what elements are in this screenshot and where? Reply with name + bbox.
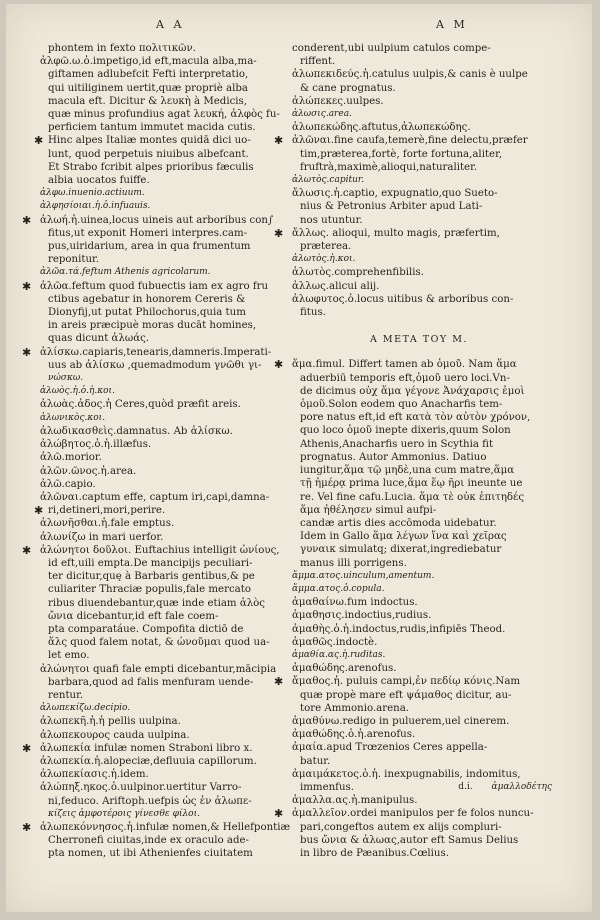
text-line <box>288 662 550 675</box>
line-text: quas dicunt ἀλωάς. <box>48 333 150 345</box>
text-line <box>36 293 281 306</box>
right-column-top <box>274 42 550 319</box>
line-text: nius & Petronius Arbiter apud Lati- <box>300 201 483 213</box>
line-text: albia uocatos fuiffe. <box>48 175 150 187</box>
text-line <box>274 226 550 240</box>
text-line <box>36 610 281 623</box>
text-line <box>274 675 550 689</box>
line-text: macula eft. Dicitur & λευκὴ à Medicis, <box>48 95 248 107</box>
line-text: ἅμα ἠθέλησεν simul aufpi- <box>300 504 437 516</box>
right-column <box>274 42 550 860</box>
text-line <box>36 55 281 68</box>
line-text: νώσκω. <box>48 373 84 384</box>
line-text: ἄμαθος.ἡ. puluis campi,ἐν πεδίῳ κόνις.Nam <box>292 676 521 688</box>
text-line <box>288 834 550 847</box>
text-line <box>36 557 281 570</box>
line-text: ἀλωπεκιδεύς.ἡ.catulus uulpis,& canis è uulpe <box>292 69 528 81</box>
text-line <box>36 478 281 491</box>
asterisk-marker-icon: ✱ <box>274 675 284 689</box>
text-line <box>288 68 550 81</box>
line-text: pore natus eft,id eft κατὰ τὸν αὐτὸν χρόνον, <box>300 412 531 424</box>
section-title: A META TOY M. <box>370 334 468 346</box>
line-text: & cane prognatus. <box>300 82 396 94</box>
asterisk-marker-icon: ✱ <box>22 345 32 359</box>
line-text: quæ minus profundius agat λευκή, ἀλφὸς fu- <box>48 109 280 121</box>
text-line <box>288 266 550 279</box>
text-line <box>36 306 281 319</box>
line-text: ctibus agebatur in honorem Cereris & <box>48 293 246 305</box>
text-line <box>22 345 281 359</box>
line-text: ἀλῶα.τά.feftum Athenis agricolarum. <box>40 267 211 278</box>
text-line <box>36 597 281 610</box>
line-text: riffent. <box>300 56 336 68</box>
line-text: ri,detineri,mori,perire. <box>48 505 166 517</box>
asterisk-marker-icon: ✱ <box>22 543 32 557</box>
asterisk-marker-icon: ✱ <box>274 226 284 240</box>
line-text: lunt, quod perpetuis niuibus albefcant. <box>48 148 249 160</box>
text-line <box>288 543 550 556</box>
line-text: ἀλῶ.morior. <box>40 452 102 464</box>
text-line <box>288 649 550 662</box>
text-line <box>36 332 281 345</box>
line-text: fitus,ut exponit Homeri interpres.cam- <box>48 227 248 239</box>
line-text: ἀλωδικασθεὶς.damnatus. Ab ἀλίσκω. <box>40 425 233 437</box>
line-text: ἀλώπεκες.uulpes. <box>292 95 384 107</box>
line-text: in areis præcipuè moras ducāt homines, <box>48 320 257 332</box>
text-line <box>288 464 550 477</box>
line-text: ἀμαλλεῖον.ordei manipulos per fe folos nuncu- <box>292 808 534 820</box>
text-line <box>36 715 281 728</box>
asterisk-marker-icon: ✱ <box>274 134 284 148</box>
line-text: ἀλῶναι.fine caufa,temerè,fine delectu,præfer <box>292 135 528 147</box>
line-text: ἀλωτὸς.comprehenfibilis. <box>292 267 424 279</box>
line-text: ἅμμα.ατος.uinculum,amentum. <box>292 570 435 581</box>
line-text: pari,congeftos autem ex alijs compluri- <box>300 821 502 833</box>
line-text: prognatus. Autor Ammonius. Datiuo <box>300 451 487 463</box>
line-text: bus ὤνια & ἀλωας,autor eft Samus Delius <box>300 834 519 846</box>
line-text: immenfus. <box>300 781 354 793</box>
text-line <box>288 214 550 227</box>
line-text: ἀλωπεκία infulæ nomen Straboni libro x. <box>40 742 253 754</box>
catchword: ἀμαλλοδέτης <box>491 782 552 792</box>
line-text: in libro de Pæanibus.Cœlius. <box>300 847 449 859</box>
text-line <box>36 517 281 530</box>
line-text: ribus diuendebantur,quæ inde etiam ἀλὸς <box>48 597 265 609</box>
line-text: fitus. <box>300 307 326 319</box>
line-text: ἀλῶ.capio. <box>40 478 96 490</box>
text-line <box>36 319 281 332</box>
text-line <box>36 385 281 398</box>
text-line <box>288 702 550 715</box>
text-line <box>36 95 281 108</box>
text-line <box>36 663 281 676</box>
text-line <box>288 411 550 424</box>
text-line <box>288 55 550 68</box>
text-line <box>288 187 550 200</box>
text-line <box>36 689 281 702</box>
text-line <box>288 477 550 490</box>
text-line <box>36 266 281 279</box>
line-text: quæ propè mare eft ψάμαθος dicitur, au- <box>300 689 512 701</box>
text-line <box>36 42 281 55</box>
text-line <box>36 108 281 121</box>
text-line <box>288 95 550 108</box>
text-line <box>288 148 550 161</box>
line-text: rentur. <box>48 689 84 701</box>
line-text: ἀλωνῆσθαι.ἡ.fale emptus. <box>40 518 175 530</box>
text-line <box>288 253 550 266</box>
line-text: uus ab ἀλίσκω ,quemadmodum γνῶθι γι- <box>48 359 262 371</box>
text-line <box>22 820 291 834</box>
text-line <box>288 768 550 781</box>
text-line <box>288 728 550 741</box>
text-line <box>36 226 284 240</box>
text-line <box>274 807 550 821</box>
line-text: ἀμαθώδης.ὁ.ἡ.arenofus. <box>292 729 416 741</box>
asterisk-marker-icon: ✱ <box>22 820 32 834</box>
line-text: ἀλῶα.feftum quod fubuectis iam ex agro fru <box>40 280 269 292</box>
line-text: ἀμαθύνω.redigo in puluerem,uel cinerem. <box>292 715 510 727</box>
line-text: ἀμαθία.ας.ἡ.ruditas. <box>292 649 386 660</box>
line-text: γυναικ simulatq; dixerat,ingrediebatur <box>300 544 502 556</box>
line-text: Et Strabo fcribit alpes prioribus fæculis <box>48 161 254 173</box>
text-line <box>36 82 281 95</box>
line-text: ἀλωνίζω in mari uerfor. <box>40 531 164 543</box>
line-text: de dicimus οὐχ ἅμα γέγονε Ἀνάχαρσις ἐμοὶ <box>300 385 525 397</box>
line-text: ἀλφησίοιαι.ἡ.ὁ.infuauis. <box>40 201 151 212</box>
line-text: ἀλωπεκώδης.aftutus,ἀλωπεκώδης. <box>292 122 471 134</box>
line-text: ἀλωπεκίζω.decipio. <box>40 703 131 714</box>
line-text: perficiem tantum immutet macida cutis. <box>48 122 256 134</box>
text-line <box>288 821 550 834</box>
line-text: ἀλωπεκῆ.ἡ.ἡ pellis uulpina. <box>40 716 181 728</box>
line-text: ἀλωτὸς.capitur. <box>292 175 365 186</box>
text-line <box>288 794 550 807</box>
text-line <box>288 424 550 437</box>
text-line <box>288 741 550 754</box>
text-line <box>288 636 550 649</box>
running-head-left: A A <box>156 18 185 31</box>
left-column <box>22 42 291 861</box>
line-text: pta nomen, ut ibi Athenienfes ciuitatem <box>48 848 253 860</box>
text-line <box>288 596 550 609</box>
line-text: nos utuntur. <box>300 214 363 226</box>
line-text: let emo. <box>48 650 90 662</box>
text-line <box>288 491 550 504</box>
asterisk-marker-icon: ✱ <box>22 213 32 227</box>
line-text: τῇ ἡμέρᾳ prima luce,ἅμα ἕῳ ῆρι ineunte ue <box>300 478 523 490</box>
line-text: giftamen adlubefcit Fefti interpretatio, <box>48 69 249 81</box>
text-line <box>288 504 550 517</box>
line-text: ἀλλως.alicui alij. <box>292 280 380 292</box>
text-line <box>288 174 550 187</box>
line-text: ἅλς quod falem notat, & ὠνοῦμαι quod ua- <box>48 637 270 649</box>
line-text: ἀλωὰς.ἀδος.ἡ Ceres,quòd præfit areis. <box>40 399 241 411</box>
text-line <box>36 465 281 478</box>
line-text: ἀλφω.inuenio.actiuum. <box>40 188 145 199</box>
text-line <box>36 583 281 596</box>
line-text: candæ artis dies accōmoda uidebatur. <box>300 517 497 529</box>
text-line <box>36 451 281 464</box>
line-text: tore Ammonio.arena. <box>300 702 410 714</box>
line-text: præterea. <box>300 241 352 253</box>
line-text: qui uitiliginem uertit,quæ propriè alba <box>48 82 248 94</box>
text-line <box>36 398 281 411</box>
line-text: re. Vel fine cafu.Lucia. ἅμα τὲ οὐκ ἐπιτηδές <box>300 491 525 503</box>
line-text: ἀμαθαίνω.fum indoctus. <box>292 597 418 609</box>
text-line <box>36 623 281 636</box>
text-line <box>288 82 550 95</box>
text-line <box>288 280 550 293</box>
line-text: ἀλώνητοι δοῦλοι. Euftachius intelligit ὠνίους, <box>40 544 280 556</box>
text-line <box>288 108 550 121</box>
text-line <box>22 741 281 755</box>
text-line <box>36 372 281 385</box>
text-line <box>288 755 550 768</box>
text-line <box>36 807 284 821</box>
line-text: manus illi porrigens. <box>300 557 407 569</box>
text-line <box>36 358 284 372</box>
text-line <box>288 689 550 702</box>
line-text: ἀλωσις.area. <box>292 109 352 120</box>
line-text: phontem in fexto πολιτικῶν. <box>48 43 196 54</box>
text-line <box>288 42 550 55</box>
text-line <box>36 504 281 517</box>
line-text: ter dicitur,quę à Barbaris gentibus,& pe <box>48 571 255 583</box>
text-line <box>36 795 281 808</box>
line-text: pus,uiridarium, area in qua frumentum <box>48 241 251 253</box>
text-line <box>288 372 550 385</box>
text-line <box>36 253 281 266</box>
line-text: barbara,quod ad falis menfuram uende- <box>48 676 254 688</box>
text-line <box>36 121 281 134</box>
line-text: aduerbiū temporis eft,ὁμοῦ uero loci.Vn- <box>300 372 510 384</box>
text-line <box>288 557 550 570</box>
line-text: ἄλλως. alioqui, multo magis, præfertim, <box>292 227 500 239</box>
text-line <box>36 729 281 742</box>
line-text: ἀλωπεκία.ἡ.alopeciæ,defluuia capillorum. <box>40 755 257 767</box>
signature-line <box>458 782 552 792</box>
text-line <box>36 187 281 200</box>
line-text: Idem in Gallo ἅμα λέγων ἵνα καὶ χεῖρας <box>300 531 507 543</box>
text-line <box>36 675 284 689</box>
asterisk-marker-icon: ✱ <box>22 279 32 293</box>
text-line <box>36 834 281 847</box>
line-text: ἅμμα.ατος.ὁ.copula. <box>292 583 385 594</box>
text-line <box>288 240 550 253</box>
line-text: pta comparatáue. Compofita dictiō de <box>48 623 244 635</box>
text-line <box>274 358 550 372</box>
line-text: ἀμαλλα.ας.ἡ.manipulus. <box>292 795 418 807</box>
line-text: ἀμαθώδης.arenofus. <box>292 663 397 675</box>
text-line <box>22 213 281 227</box>
text-line <box>22 279 281 293</box>
line-text: ἀλωφυτος.ὁ.locus uitibus & arboribus con- <box>292 293 514 305</box>
text-line <box>34 134 284 148</box>
line-text: ἅμα.fimul. Differt tamen ab ὁμοῦ. Nam ἅμα <box>292 359 517 371</box>
text-line <box>36 570 281 583</box>
text-line <box>288 385 550 398</box>
text-line <box>288 398 550 411</box>
line-text: culiariter Thraciæ populis,fale mercato <box>48 584 251 596</box>
text-line <box>288 583 550 596</box>
line-text: ἀλώβητος.ὁ.ἡ.illæfus. <box>40 439 152 451</box>
line-text: κίζεις ἀμφοτέροις γίνεσθε φίλοι. <box>48 808 200 819</box>
text-line <box>288 293 550 306</box>
text-line <box>36 649 281 662</box>
line-text: ἀλωπεκουρος cauda uulpina. <box>40 729 190 741</box>
line-text: conderent,ubi uulpium catulos compe- <box>292 43 491 54</box>
line-text: ὤνια dicebantur,id eft fale coem- <box>48 610 219 622</box>
line-text: Athenis,Anacharfis uero in Scythia fit <box>300 438 494 450</box>
asterisk-marker-icon: ✱ <box>274 807 284 821</box>
text-line <box>36 702 281 715</box>
text-line <box>288 623 550 636</box>
line-text: ἀλῶναι.captum effe, captum iri,capi,damna- <box>40 491 270 503</box>
line-text: ni,feduco. Ariftoph.uefpis ὡς ἐν ἀλωπε- <box>48 795 252 807</box>
asterisk-marker-icon: ✱ <box>34 134 44 148</box>
text-line <box>36 768 281 781</box>
text-line <box>288 121 550 134</box>
text-line <box>288 517 550 530</box>
text-line <box>36 200 281 213</box>
text-line <box>288 847 550 860</box>
text-line <box>36 148 281 161</box>
text-line <box>36 425 281 438</box>
text-line <box>36 161 281 174</box>
line-text: ἀλωτὸς.ἡ.κοι. <box>292 254 356 265</box>
text-line <box>288 306 550 319</box>
book-page <box>6 4 592 912</box>
line-text: ἀλώνητοι quafi fale empti dicebantur,mācipia <box>40 663 277 675</box>
text-line <box>36 531 281 544</box>
text-line <box>288 161 550 174</box>
line-text: iungitur,ἅμα τῷ μηδὲ,una cum matre,ἅμα <box>300 465 515 477</box>
asterisk-marker-icon: ✱ <box>22 741 32 755</box>
line-text: reponitur. <box>48 254 100 266</box>
line-text: ἀλώπηξ.ηκος.ὁ.uulpinor.uertitur Varro- <box>40 782 242 794</box>
text-line <box>22 543 281 557</box>
text-line <box>288 200 550 213</box>
line-text: ἀλφῶ.ω.ὁ.impetigo,id eft,macula alba,ma- <box>40 56 257 68</box>
line-text: ἀλωπεκίασις.ἡ.idem. <box>40 769 149 781</box>
text-line <box>36 174 281 187</box>
line-text: quo loco ὁμοῦ inepte dixeris,quum Solon <box>300 425 511 437</box>
line-text: Cherronefi ciuitas,inde ex oraculo ade- <box>48 835 249 847</box>
line-text: Hinc alpes Italiæ montes quidā dici uo- <box>48 135 251 147</box>
text-line <box>36 847 281 860</box>
text-line <box>288 451 550 464</box>
text-line <box>274 134 550 148</box>
line-text: batur. <box>300 755 331 767</box>
text-line <box>288 438 550 451</box>
text-line <box>36 412 281 425</box>
text-line <box>36 438 281 451</box>
text-line <box>288 609 550 622</box>
text-line <box>36 636 281 649</box>
text-line <box>288 715 550 728</box>
line-text: ἀμαιμάκετος.ὁ.ἡ. inexpugnabilis, indomitus, <box>292 768 521 780</box>
line-text: id eft,uili empta.De mancipijs peculiari- <box>48 557 253 569</box>
line-text: ἀμαθησις.indoctius,rudius. <box>292 610 432 622</box>
line-text: ὁμοῦ.Solon eodem quo Anacharfis tem- <box>300 399 503 411</box>
line-text: fruftrà,maximè,alioqui,naturaliter. <box>300 161 478 173</box>
line-text: tim,præterea,fortè, forte fortuna,aliter, <box>300 148 503 160</box>
line-text: Dionyfij,ut putat Philochorus,quia tum <box>48 307 246 319</box>
line-text: ἀμαθὴς.ὁ.ἡ.indoctus,rudis,infipiēs Theod. <box>292 623 506 635</box>
line-text: ἀμαθῶς.indoctè. <box>292 636 378 648</box>
line-text: ἀλῶν.ῶνος.ἡ.area. <box>40 465 137 477</box>
asterisk-marker-icon: ✱ <box>34 504 44 518</box>
line-text: ἀλωὸς.ἡ.ὁ.ἡ.κοι. <box>40 386 115 397</box>
line-text: ἀλωή.ἡ.uinea,locus uineis aut arboribus con∫ <box>40 214 274 226</box>
line-text: ἀμαία.apud Trœzenios Ceres appella- <box>292 742 488 754</box>
running-head-right: A M <box>436 18 468 31</box>
text-line <box>36 68 281 81</box>
line-text: ἀλίσκω.capiaris,tenearis,damneris.Imperati- <box>40 346 272 358</box>
line-text: ἀλωπεκόννησος.ἡ.infulæ nomen,& Hellefpontiæ <box>40 821 291 833</box>
text-line <box>288 530 550 543</box>
asterisk-marker-icon: ✱ <box>274 358 284 372</box>
line-text: ἀλωνικὸς.κοι. <box>40 412 106 423</box>
text-line <box>288 570 550 583</box>
text-line <box>36 491 281 504</box>
line-text: ἄλωσις.ἡ.captio, expugnatio,quo Sueto- <box>292 188 498 200</box>
text-line <box>36 240 281 253</box>
text-line <box>36 781 281 794</box>
text-line <box>36 755 281 768</box>
signature-mark: d.i. <box>458 782 473 792</box>
